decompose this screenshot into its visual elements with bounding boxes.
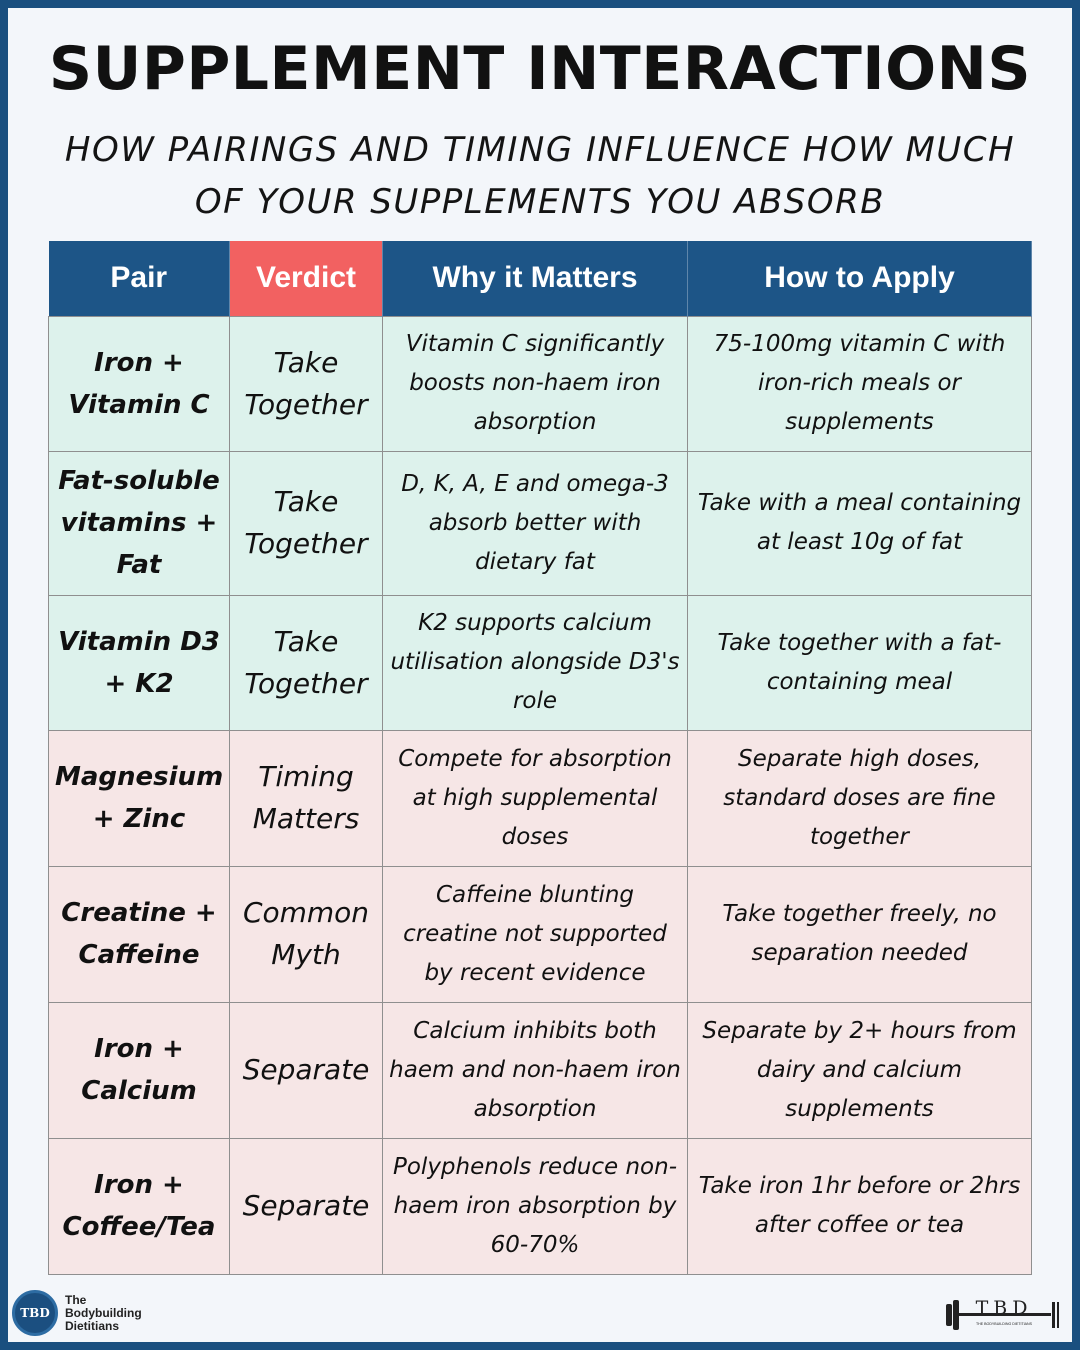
cell-line: Together — [244, 666, 368, 700]
cell-line: vitamins + — [60, 508, 218, 538]
cell-line: Fat — [116, 550, 162, 580]
verdict-cell — [230, 595, 383, 730]
verdict-cell — [230, 1138, 383, 1274]
verdict-cell — [230, 1002, 383, 1138]
interactions-table — [48, 241, 1032, 1275]
cell-line: Caffeine blunting — [435, 881, 635, 908]
subtitle-line: HOW PAIRINGS AND TIMING INFLUENCE HOW MUCH — [64, 130, 1016, 170]
table-row — [49, 1138, 1032, 1274]
table-row — [49, 866, 1032, 1002]
cell-line: Together — [244, 527, 368, 560]
table-row — [49, 730, 1032, 866]
cell-line: Compete for absorption — [398, 745, 672, 772]
table-body — [49, 316, 1032, 1274]
verdict-cell — [230, 316, 383, 451]
cell-line: doses — [501, 823, 569, 850]
cell-line: absorption — [473, 409, 597, 435]
pair-cell — [49, 1138, 230, 1274]
cell-line: Myth — [271, 938, 341, 971]
cell-line: Iron + — [94, 1034, 184, 1064]
pair-cell — [49, 866, 230, 1002]
brand-badge-icon: TBD — [12, 1290, 58, 1336]
cell-line: 75-100mg vitamin C with — [713, 331, 1006, 357]
cell-line: together — [809, 823, 910, 850]
cell-line: Common — [242, 896, 370, 929]
why-cell — [383, 316, 688, 451]
cell-line: Take — [273, 624, 339, 658]
brand-logo — [12, 1290, 142, 1336]
cell-line: role — [512, 688, 558, 714]
table-row — [49, 595, 1032, 730]
page-subtitle — [40, 124, 1040, 228]
apply-cell — [688, 1002, 1032, 1138]
header-verdict: Verdict — [230, 241, 383, 316]
cell-line: Take with a meal containing — [697, 490, 1022, 516]
cell-line: Fat-soluble — [58, 466, 220, 496]
pair-cell — [49, 316, 230, 451]
cell-line: Polyphenols reduce non- — [392, 1153, 678, 1180]
cell-line: at least 10g of fat — [756, 529, 963, 555]
cell-line: Matters — [252, 802, 360, 835]
cell-line: K2 supports calcium — [418, 610, 652, 636]
table-header-row — [49, 241, 1032, 316]
cell-line: dietary fat — [475, 548, 595, 575]
brand-name-line: The — [65, 1292, 87, 1307]
apply-cell — [688, 866, 1032, 1002]
cell-line: separation needed — [751, 940, 968, 966]
cell-line: haem iron absorption by — [393, 1192, 677, 1219]
wordmark-subtext: THE BODYBUILDING DIETITIANS — [975, 1322, 1033, 1326]
pair-cell — [49, 1002, 230, 1138]
cell-line: Timing — [258, 760, 354, 793]
header-pair: Pair — [49, 241, 230, 316]
header-apply: How to Apply — [688, 241, 1032, 316]
cell-line: dairy and calcium — [756, 1056, 963, 1083]
cell-line: after coffee or tea — [754, 1212, 965, 1238]
cell-line: Coffee/Tea — [62, 1212, 216, 1242]
cell-line: at high supplemental — [412, 784, 658, 811]
why-cell — [383, 1138, 688, 1274]
wordmark-text: TBD — [975, 1297, 1033, 1319]
cell-line: supplements — [785, 1095, 934, 1122]
cell-line: + Zinc — [92, 804, 186, 834]
cell-line: standard doses are fine — [723, 784, 996, 811]
cell-line: Separate — [242, 1189, 370, 1222]
table-row — [49, 1002, 1032, 1138]
verdict-cell — [230, 866, 383, 1002]
cell-line: Together — [244, 387, 368, 421]
cell-line: utilisation alongside D3's — [390, 649, 680, 675]
cell-line: 60-70% — [490, 1231, 580, 1258]
cell-line: boosts non-haem iron — [409, 370, 661, 396]
cell-line: Iron + — [94, 347, 184, 378]
cell-line: creatine not supported — [403, 920, 667, 947]
cell-line: Vitamin C significantly — [405, 331, 665, 357]
apply-cell — [688, 316, 1032, 451]
cell-line: Caffeine — [78, 940, 200, 970]
cell-line: Separate — [242, 1053, 370, 1086]
cell-line: + K2 — [104, 668, 174, 699]
cell-line: Separate high doses, — [737, 745, 982, 772]
cell-line: Iron + — [94, 1170, 184, 1200]
cell-line: Vitamin C — [68, 389, 210, 420]
pair-cell — [49, 595, 230, 730]
verdict-cell — [230, 451, 383, 595]
cell-line: absorb better with — [428, 509, 642, 536]
cell-line: absorption — [473, 1095, 597, 1122]
brand-name-line: Dietitians — [65, 1318, 120, 1333]
subtitle-line: OF YOUR SUPPLEMENTS YOU ABSORB — [194, 182, 886, 222]
why-cell — [383, 451, 688, 595]
page-title: SUPPLEMENT INTERACTIONS — [48, 34, 1032, 104]
cell-line: Calcium — [81, 1076, 197, 1106]
table-row — [49, 316, 1032, 451]
cell-line: D, K, A, E and omega-3 — [401, 470, 669, 497]
cell-line: iron-rich meals or — [757, 370, 962, 396]
cell-line: by recent evidence — [424, 959, 646, 986]
cell-line: containing meal — [766, 668, 953, 695]
cell-line: Take together with a fat- — [717, 629, 1002, 656]
why-cell — [383, 1002, 688, 1138]
cell-line: Take — [273, 345, 339, 379]
apply-cell — [688, 1138, 1032, 1274]
pair-cell — [49, 730, 230, 866]
cell-line: supplements — [785, 409, 934, 435]
brand-name-line: Bodybuilding — [65, 1305, 142, 1320]
apply-cell — [688, 595, 1032, 730]
cell-line: Take together freely, no — [722, 901, 997, 927]
why-cell — [383, 730, 688, 866]
cell-line: haem and non-haem iron — [389, 1056, 681, 1083]
why-cell — [383, 866, 688, 1002]
apply-cell — [688, 451, 1032, 595]
header-why: Why it Matters — [383, 241, 688, 316]
why-cell — [383, 595, 688, 730]
apply-cell — [688, 730, 1032, 866]
cell-line: Take iron 1hr before or 2hrs — [698, 1173, 1021, 1199]
cell-line: Calcium inhibits both — [413, 1017, 657, 1044]
cell-line: Take — [273, 485, 339, 518]
brand-wordmark-logo — [944, 1294, 1064, 1334]
cell-line: Vitamin D3 — [58, 626, 220, 657]
cell-line: Separate by 2+ hours from — [702, 1017, 1017, 1044]
cell-line: Creatine + — [61, 898, 217, 928]
verdict-cell — [230, 730, 383, 866]
brand-name — [65, 1294, 142, 1333]
cell-line: Magnesium — [55, 762, 224, 792]
table-row — [49, 451, 1032, 595]
pair-cell — [49, 451, 230, 595]
